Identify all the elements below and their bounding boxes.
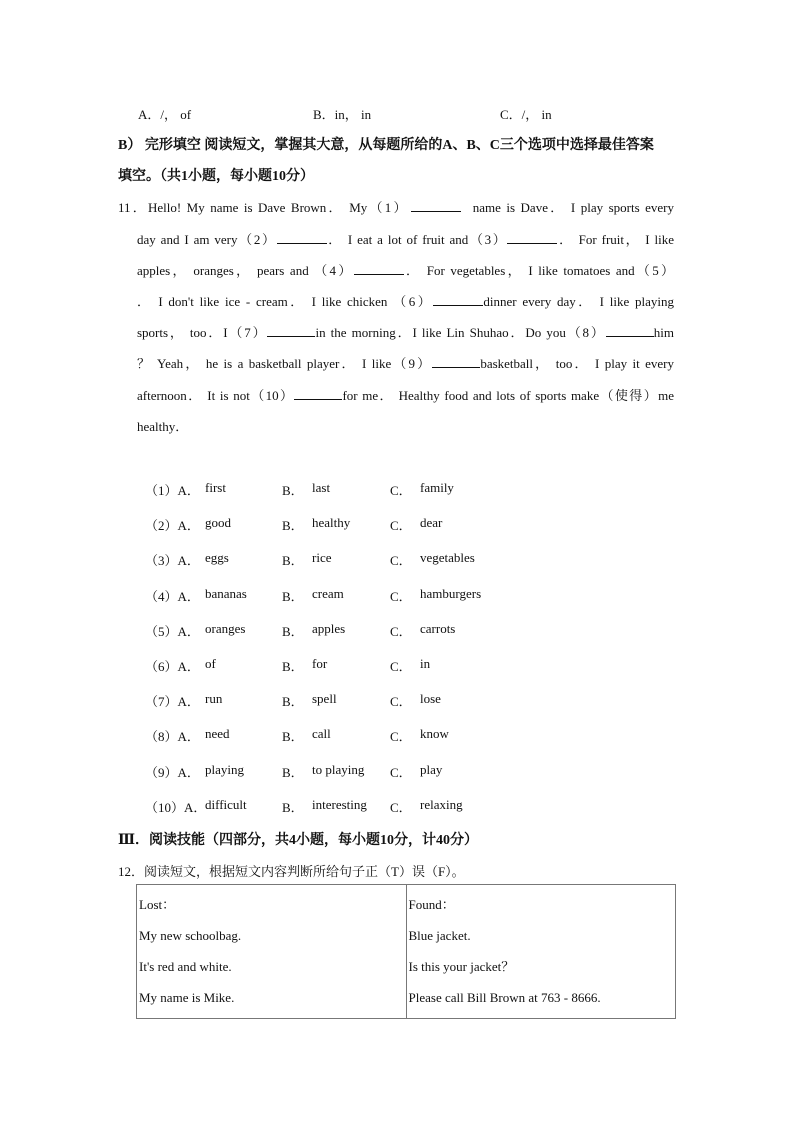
answer-blank[interactable] [354, 263, 404, 275]
option-c[interactable]: play [420, 762, 443, 777]
option-c[interactable]: hamburgers [420, 586, 482, 601]
option-a[interactable]: playing [205, 762, 244, 777]
option-c[interactable]: in [420, 656, 431, 671]
answer-blank[interactable] [277, 232, 327, 244]
option-c-label: C． [390, 518, 412, 533]
lost-line: My new schoolbag. [139, 928, 242, 943]
option-number: （2）A． [145, 518, 200, 533]
passage-line: ． I don't like ice - cream． I like chicken （6） dinner every day． I like playing [137, 294, 674, 309]
passage-line: 11．Hello! My name is Dave Brown． My（1） name is Dave． I play sports every [118, 200, 674, 215]
passage-line: sports， too．I（7） in the morning．I like Lin Shuhao．Do you（8） him [137, 325, 674, 340]
passage-line: afternoon． It is not（10） for me． Healthy food and lots of sports make（使得）me [137, 388, 674, 403]
option-c-label: C． [390, 765, 412, 780]
option-b-label: B． [282, 483, 304, 498]
option-a[interactable]: difficult [205, 797, 247, 812]
option-b[interactable]: spell [312, 691, 337, 706]
option-b[interactable]: interesting [312, 797, 367, 812]
option-b[interactable]: call [312, 726, 331, 741]
found-line: Blue jacket. [408, 928, 471, 943]
option-c[interactable]: carrots [420, 621, 456, 636]
option-b-label: B． [282, 624, 304, 639]
option-number: （4）A． [145, 589, 200, 604]
option-number: （3）A． [145, 553, 200, 568]
option-b[interactable]: apples [312, 621, 346, 636]
section-b-heading-cont: 填空。（共1小题，每小题10分） [118, 169, 314, 184]
answer-blank[interactable] [411, 200, 461, 212]
answer-blank[interactable] [433, 294, 483, 306]
option-c[interactable]: lose [420, 691, 441, 706]
section-3-heading: Ⅲ．阅读技能（四部分，共4小题，每小题10分，计40分） [118, 833, 479, 848]
lost-line: It's red and white. [139, 959, 232, 974]
found-line: Is this your jacket？ [408, 959, 515, 974]
passage-line: healthy． [137, 419, 189, 434]
option-number: （5）A． [145, 624, 200, 639]
option-number: （1）A． [145, 483, 200, 498]
option-b-label: B． [282, 659, 304, 674]
passage-line: day and I am very（2） ． I eat a lot of fruit and（3） ． For fruit， I like [137, 232, 674, 247]
lost-cell [137, 885, 407, 1019]
option-c-label: C． [390, 589, 412, 604]
option-number: （8）A． [145, 729, 200, 744]
option-number: （10）A． [145, 800, 207, 815]
option-c-label: C． [390, 624, 412, 639]
option-number: （9）A． [145, 765, 200, 780]
option-a[interactable]: oranges [205, 621, 246, 636]
option-b[interactable]: to playing [312, 762, 365, 777]
option-c-label: C． [390, 800, 412, 815]
passage-line: ？ Yeah， he is a basketball player． I like（9） basketball， too． I play it every [137, 356, 674, 371]
lost-found-table [136, 884, 676, 1019]
option-b[interactable]: cream [312, 586, 344, 601]
option-c-label: C． [390, 694, 412, 709]
option-b[interactable]: rice [312, 550, 332, 565]
answer-blank[interactable] [606, 325, 654, 337]
lost-line: Lost： [139, 897, 176, 912]
option-a[interactable]: eggs [205, 550, 229, 565]
option-c-label: C． [390, 553, 412, 568]
option-c[interactable]: relaxing [420, 797, 463, 812]
option-c-label: C． [390, 659, 412, 674]
option-b-label: B． [282, 800, 304, 815]
option-a[interactable]: of [205, 656, 216, 671]
option-number: （7）A． [145, 694, 200, 709]
option-b[interactable]: for [312, 656, 328, 671]
lost-line: My name is Mike. [139, 990, 235, 1005]
option-b[interactable]: healthy [312, 515, 351, 530]
prev-option-a: A．/， of [138, 107, 192, 122]
option-b-label: B． [282, 589, 304, 604]
prev-option-c: C．/， in [500, 107, 552, 122]
option-b-label: B． [282, 694, 304, 709]
answer-blank[interactable] [432, 356, 480, 368]
option-c-label: C． [390, 483, 412, 498]
option-c-label: C． [390, 729, 412, 744]
answer-blank[interactable] [267, 325, 315, 337]
found-line: Found： [408, 897, 455, 912]
option-c[interactable]: vegetables [420, 550, 475, 565]
option-a[interactable]: good [205, 515, 231, 530]
option-b-label: B． [282, 553, 304, 568]
q12-prompt: 12．阅读短文，根据短文内容判断所给句子正（T）误（F）。 [118, 864, 465, 879]
passage-line: apples， oranges， pears and （4） ． For vegetables， I like tomatoes and（5） [137, 263, 674, 278]
answer-blank[interactable] [507, 232, 557, 244]
option-c[interactable]: know [420, 726, 449, 741]
option-b-label: B． [282, 518, 304, 533]
answer-blank[interactable] [294, 388, 342, 400]
section-b-heading: B） 完形填空 阅读短文，掌握其大意，从每题所给的A、B、C三个选项中选择最佳答案 [118, 138, 654, 153]
option-number: （6）A． [145, 659, 200, 674]
option-a[interactable]: first [205, 480, 226, 495]
option-b-label: B． [282, 765, 304, 780]
option-a[interactable]: need [205, 726, 230, 741]
option-b[interactable]: last [312, 480, 331, 495]
prev-option-b: B．in， in [313, 107, 372, 122]
option-c[interactable]: dear [420, 515, 443, 530]
found-line: Please call Bill Brown at 763 - 8666. [408, 990, 601, 1005]
option-c[interactable]: family [420, 480, 454, 495]
option-b-label: B． [282, 729, 304, 744]
found-cell [406, 885, 676, 1019]
option-a[interactable]: bananas [205, 586, 247, 601]
option-a[interactable]: run [205, 691, 223, 706]
